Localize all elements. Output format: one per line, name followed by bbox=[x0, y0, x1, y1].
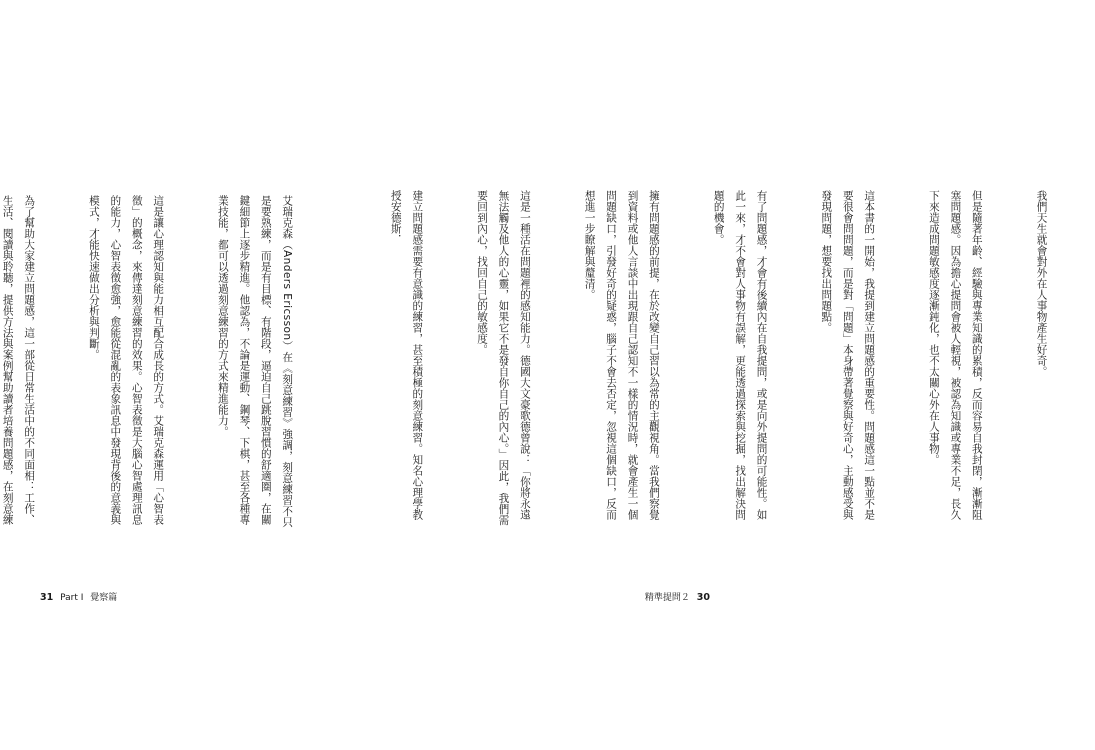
paragraph-text: 為了幫助大家建立問題感，這一部從日常生活中的不同面相：工作、生活、閱讀與聆聽，提供方法與案例幫助讀者培養問題感，在刻意練 bbox=[1, 195, 36, 525]
paragraph-text: 建立問題感需要有意識的練習，甚至積極的刻意練習。知名心理學教授安德斯． bbox=[389, 190, 424, 520]
page-number: 30 bbox=[696, 592, 710, 603]
part-label: Part I bbox=[60, 593, 84, 603]
paragraph: 艾瑞克森（Anders Ericsson）在《刻意練習》強調，刻意練習不只是要熟練，而是有目標、有階段，逼迫自己跳脫習慣的舒適圈，在關鍵細節上逐步精進。他認為，不論是運動、鋼琴、下棋，甚至各種專業技能，都可以透過刻意練習的方式來精進能力。 bbox=[216, 195, 294, 528]
left-page-body bbox=[1, 195, 340, 535]
paragraph-text: 這是一種活在問題裡的感知能力。德國大文豪歌德曾說：「你將永遠無法觸及他人的心靈，如果它不是發自你自己的內心。」因此，我們需要回到內心，找回自己的敏感度。 bbox=[476, 190, 531, 526]
left-page bbox=[0, 0, 375, 750]
paragraph bbox=[923, 190, 988, 530]
paragraph bbox=[707, 190, 772, 530]
paragraph bbox=[471, 190, 536, 530]
section-label: 精準提問２ bbox=[644, 593, 690, 603]
paragraph bbox=[1030, 190, 1052, 530]
page-number: 31 bbox=[40, 592, 54, 603]
paragraph-text: 有了問題感，才會有後續內在自我提問，或是向外提問的可能性。如此一來，才不會對人事物有誤解，更能透過探索與挖掘，找出解決問題的機會。 bbox=[712, 190, 768, 520]
right-page-footer bbox=[645, 592, 710, 604]
right-page bbox=[375, 0, 1048, 750]
right-page-body bbox=[389, 190, 1095, 530]
paragraph-text: 我們天生就會對外在人事物產生好奇。 bbox=[1035, 190, 1048, 377]
paragraph bbox=[384, 190, 427, 530]
paragraph bbox=[578, 190, 664, 530]
paragraph-text: 但是隨著年齡、經驗與專業知識的累積，反而容易自我封閉，漸漸阻塞問題感。因為擔心提問會被人輕視，被認為知識或專業不足，長久下來造成問題敏感度逐漸鈍化，也不太關心外在人事物。 bbox=[927, 190, 983, 520]
paragraph bbox=[0, 195, 40, 535]
paragraph bbox=[83, 195, 169, 535]
paragraph-text: 擁有問題感的前提，在於改變自己習以為常的主觀視角。當我們察覺到資料或他人言談中出現跟自己認知不一樣的情況時，就會產生一個問題缺口，引發好奇的疑惑，腦子不會去否定，忽視這個缺口，反而想進一步瞭解與釐清。 bbox=[583, 190, 660, 520]
paragraph-text: 這本書的一開始，我提到建立問題感的重要性。問題感這一點並不是要很會問問題，而是對「問題」本身帶著覺察與好奇心，主動感受與發現問題，想要找出問題點。 bbox=[820, 190, 876, 520]
paragraph bbox=[815, 190, 880, 530]
paragraph-text: 這是讓心理認知與能力相互配合成長的方式。艾瑞克森運用「心智表徵」的概念，來傳達刻意練習的效果。心智表徵是大腦心智處理訊息的能力，心智表徵愈強，愈能從混亂的表象訊息中發現背後的意義與模式，才能快速做出分析與判斷。 bbox=[87, 195, 165, 525]
section-label: 覺察篇 bbox=[90, 593, 118, 603]
left-page-footer bbox=[40, 592, 117, 604]
